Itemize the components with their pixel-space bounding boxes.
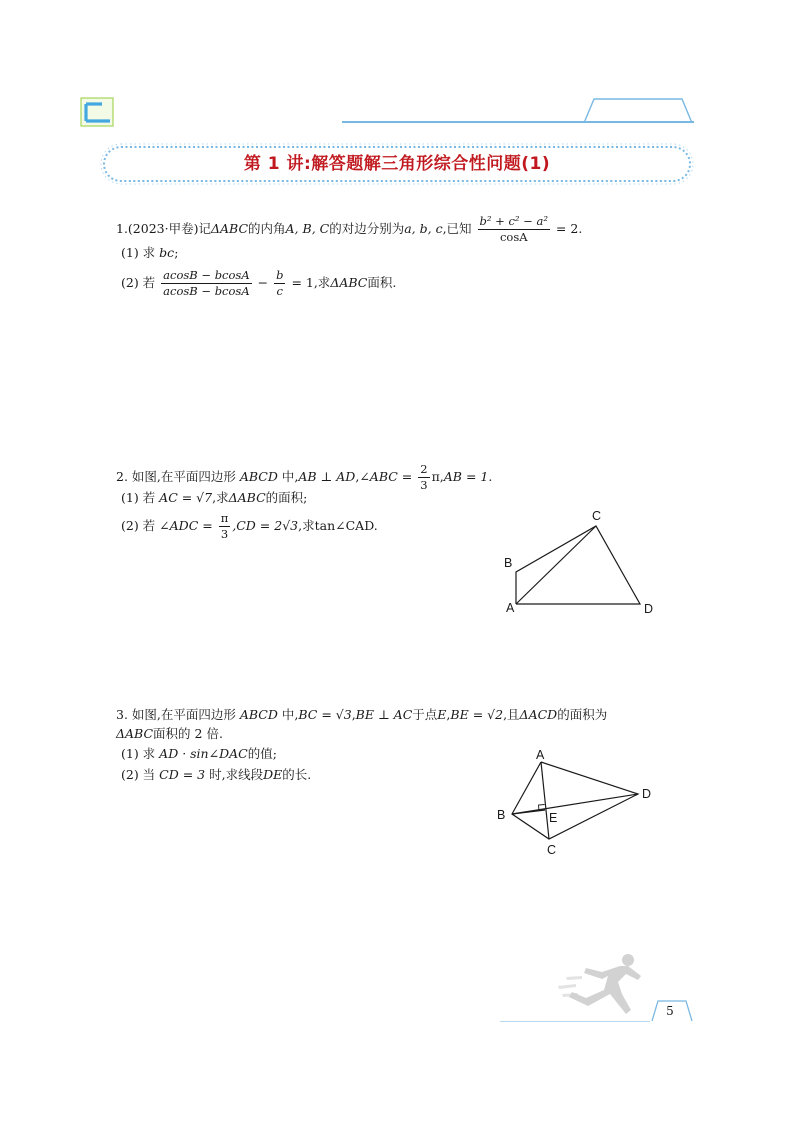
label-e: E (549, 811, 558, 825)
label-b: B (497, 808, 506, 822)
page-number: 5 (666, 1004, 674, 1018)
header-logo-icon (80, 97, 114, 127)
problem2-part2: (2) 若 ∠ADC = $\frac{\pi}{3}$ ,CD = 2√3,求tan∠CAD. (121, 511, 378, 541)
page-number-box (646, 1000, 694, 1022)
label-b: B (504, 556, 513, 570)
label-d: D (642, 787, 652, 801)
label-d: D (644, 602, 654, 616)
problem2-figure (498, 506, 668, 616)
quad-abcd-outline (516, 526, 640, 604)
page-title: 第 1 讲:解答题解三角形综合性问题(1) (243, 154, 551, 174)
problem3-figure (492, 748, 672, 860)
footer-rule (500, 1021, 650, 1022)
problem3-stem: 3. 如图,在平面四边形 ABCD 中,BC = √3,BE ⊥ AC于点E,BE = √2,且ΔACD的面积为 (116, 707, 608, 722)
diagonal-ac (541, 762, 549, 839)
problem1-stem: 1.(2023·甲卷)记ΔABC的内角A, B, C的对边分别为a, b, c,已知 $\frac{\text{b² + c² − a²}}{\cos A}$ = 2. (116, 214, 583, 244)
quad-abcd-outline (512, 762, 638, 839)
problem1-fraction: $\frac{\text{b² + c² − a²}}{\cos A}$ (479, 214, 548, 244)
problem1-part1: (1) 求 bc; (121, 245, 179, 260)
header-tab-shape (582, 98, 694, 124)
label-a: A (506, 601, 515, 615)
problem2-stem: 2. 如图,在平面四边形 ABCD 中,AB ⊥ AD,∠ABC = $\frac{2}{3}$ π,AB = 1. (116, 462, 493, 492)
segment-be (512, 810, 545, 814)
label-c: C (592, 509, 602, 523)
label-c: C (547, 843, 557, 857)
problem3-part1: (1) 求 AD · sin∠DAC的值; (121, 746, 277, 761)
problem1-part2: (2) 若 $\frac{acosB - bcosA}{acosB - bcosA}$ − $\frac{b}{c}$ = 1,求ΔABC面积. (121, 268, 397, 298)
problem3-part2: (2) 当 CD = 3 时,求线段DE的长. (121, 767, 312, 782)
problem2-part1: (1) 若 AC = √7,求ΔABC的面积; (121, 490, 308, 505)
label-a: A (536, 748, 545, 762)
title-banner (100, 143, 694, 185)
problem3-stem-line2: ΔABC面积的 2 倍. (116, 726, 223, 741)
runner-icon (556, 946, 646, 1016)
